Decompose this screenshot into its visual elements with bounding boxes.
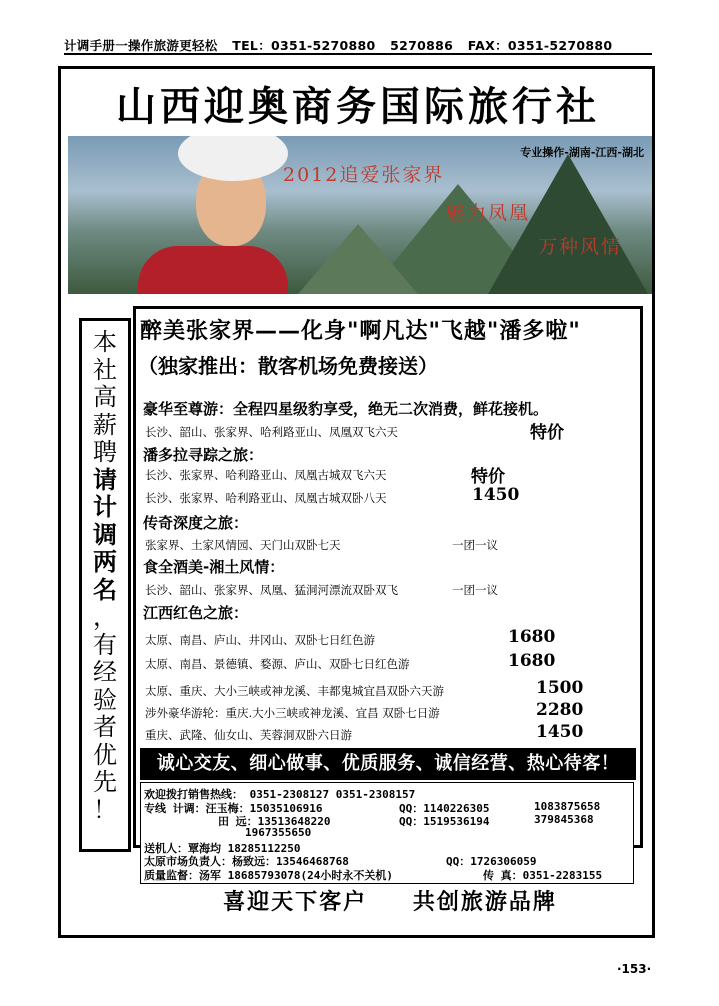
header-tagline: 计调手册一操作旅游更轻松: [64, 38, 218, 53]
woman-headdress: [178, 136, 288, 181]
slogan-left: 喜迎天下客户: [223, 890, 368, 915]
route-price: 2280: [536, 700, 584, 720]
contact-qq: QQ：1726306059: [446, 855, 537, 868]
contact-qq: QQ：1140226305: [399, 802, 490, 815]
contact-line: 田 远：13513648220: [218, 815, 331, 828]
header-tel2: 5270886: [390, 38, 454, 53]
section-title: 传奇深度之旅：: [143, 514, 249, 532]
section-title: 江西红色之旅：: [143, 604, 249, 622]
brush-stroke: [150, 906, 630, 912]
sidebar-char: 薪: [93, 410, 117, 439]
route-price: 1680: [508, 627, 556, 647]
banner-specialty: 专业操作-湖南-江西-湖北: [520, 146, 644, 159]
route-price: 特价: [471, 467, 505, 487]
sidebar-char: 优: [93, 740, 117, 769]
route-price: 一团一议: [452, 583, 498, 597]
contact-line: 质量监督：汤军 18685793078(24小时永不关机): [144, 869, 393, 882]
section-title: 食全酒美-湘土风情：: [143, 558, 285, 576]
route-price: 1450: [536, 722, 584, 742]
mountain-shape: [298, 224, 418, 294]
route-price: 1450: [472, 485, 520, 505]
headline: 醉美张家界——化身"啊凡达"飞越"潘多啦": [140, 319, 581, 344]
banner-text-2: 魅力凤凰: [446, 202, 531, 224]
route-price: 1500: [536, 678, 584, 698]
contact-qq: QQ：1519536194: [399, 815, 490, 828]
sidebar-char: ！: [93, 795, 117, 824]
route-name: 长沙、张家界、哈利路亚山、凤凰古城双飞六天: [145, 468, 387, 482]
subheadline: （独家推出：散客机场免费接送）: [138, 354, 438, 378]
banner-text-3: 万种风情: [538, 236, 623, 258]
hotline: 欢迎拨打销售热线： 0351-2308127 0351-2308157: [144, 788, 416, 801]
section-title: 豪华至尊游：全程四星级豹享受，绝无二次消费，鲜花接机。: [143, 400, 549, 418]
route-name: 张家界、土家风情园、天门山双卧七天: [145, 538, 341, 552]
sidebar-char: 者: [93, 713, 117, 741]
header-fax: FAX：0351-5270880: [467, 38, 613, 53]
contact-line: 送机人：覃海均 18285112250: [144, 842, 301, 855]
sidebar-char: 聘: [93, 438, 117, 466]
section-title: 潘多拉寻踪之旅：: [143, 446, 264, 464]
slogan-right: 共创旅游品牌: [412, 890, 557, 915]
route-name: 长沙、韶山、张家界、哈利路亚山、凤凰双飞六天: [145, 425, 398, 439]
recruitment-sidebar: [79, 318, 131, 852]
route-name: 涉外豪华游轮：重庆.大小三峡或神龙溪、宜昌 双卧七日游: [145, 706, 440, 720]
sidebar-char: 高: [93, 383, 117, 411]
contact-line: 1967355650: [245, 826, 312, 839]
contact-line: 专线 计调：汪玉梅：15035106916: [144, 802, 323, 815]
bottom-slogan: [150, 884, 630, 922]
page-header: [64, 36, 654, 54]
sidebar-char: 验: [93, 685, 117, 714]
sidebar-char: 调: [93, 520, 117, 549]
banner-text-1: 2012追爱张家界: [283, 164, 445, 186]
sidebar-char: 两: [93, 548, 117, 576]
sidebar-char: 社: [93, 355, 117, 384]
header-tel: TEL：0351-5270880: [232, 38, 376, 53]
sidebar-char: 经: [93, 658, 117, 686]
sidebar-char: ，: [93, 603, 117, 631]
service-slogan: 诚心交友、细心做事、优质服务、诚信经营、热心待客！: [140, 748, 636, 780]
route-name: 太原、南昌、景德镇、婺源、庐山、双卧七日红色游: [145, 657, 410, 671]
woman-figure: [138, 246, 288, 294]
route-name: 重庆、武隆、仙女山、芙蓉洞双卧六日游: [145, 728, 352, 742]
route-price: 特价: [530, 423, 564, 443]
contact-line: 太原市场负责人：杨致远：13546468768: [144, 855, 349, 868]
agency-title: 山西迎奥商务国际旅行社: [116, 83, 600, 130]
route-name: 太原、南昌、庐山、井冈山、双卧七日红色游: [145, 633, 375, 647]
sidebar-char: 有: [93, 630, 117, 659]
sidebar-char: 请: [93, 465, 117, 494]
route-name: 长沙、韶山、张家界、凤凰、猛洞河漂流双卧双飞: [145, 583, 398, 597]
sidebar-char: 先: [93, 768, 117, 796]
sidebar-char: 本: [93, 328, 117, 356]
page-number: ·153·: [617, 962, 652, 976]
header-divider: [64, 53, 652, 55]
route-name: 太原、重庆、大小三峡或神龙溪、丰都鬼城宜昌双卧六天游: [145, 684, 444, 698]
sidebar-char: 计: [93, 493, 117, 521]
route-price: 1680: [508, 651, 556, 671]
contact-fax: 传 真：0351-2283155: [483, 869, 603, 882]
sidebar-char: 名: [93, 575, 117, 604]
banner-photo: [68, 136, 652, 294]
route-price: 一团一议: [452, 538, 498, 552]
route-name: 长沙、张家界、哈利路亚山、凤凰古城双卧八天: [145, 491, 387, 505]
contact-qq: 1083875658: [534, 800, 601, 813]
contact-panel: [140, 782, 634, 884]
contact-qq: 379845368: [534, 813, 594, 826]
